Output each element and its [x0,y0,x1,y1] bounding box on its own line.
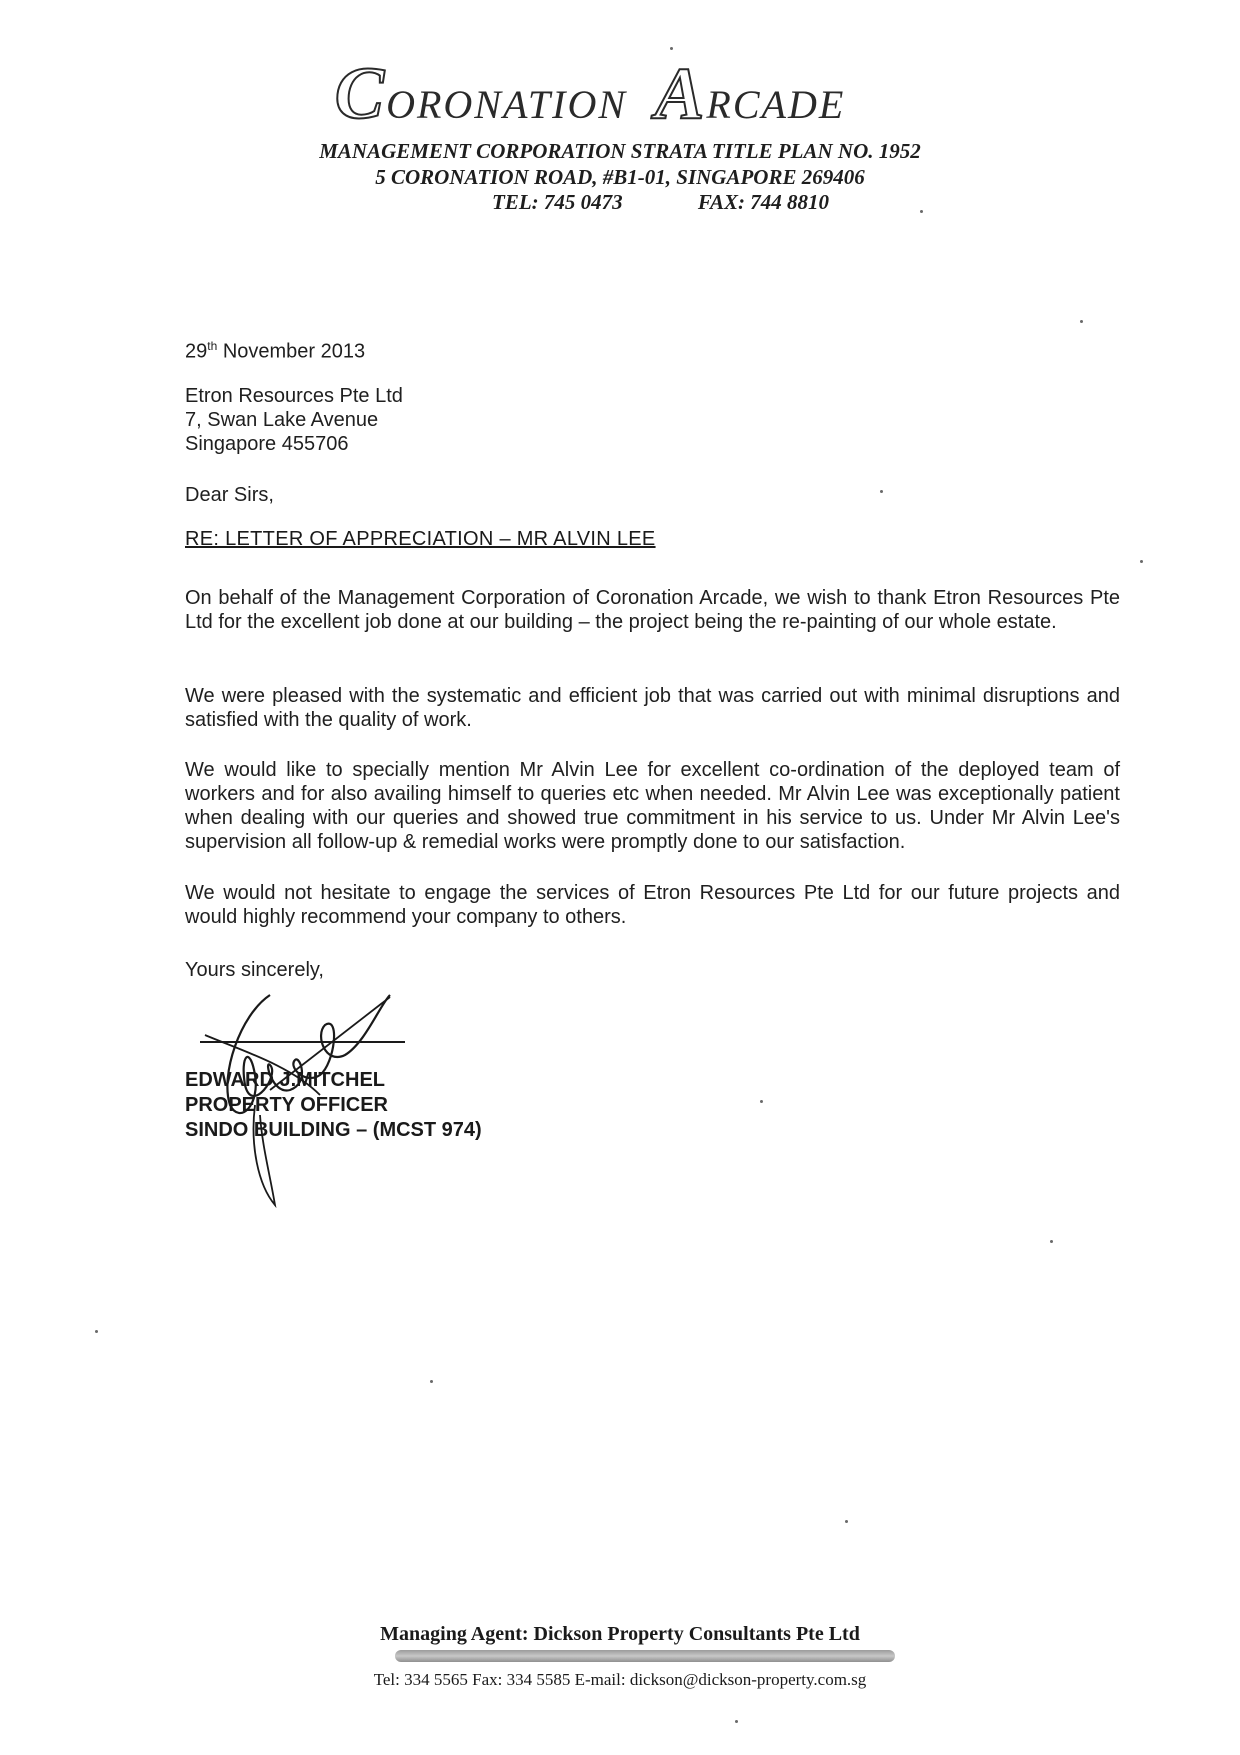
title-word-1: ORONATION [386,82,628,127]
title-word-2: RCADE [706,82,846,127]
signatory-title: PROPERTY OFFICER [185,1094,388,1116]
title-initial-a: A [655,53,707,135]
scan-speck [430,1380,433,1383]
signatory-organisation: SINDO BUILDING – (MCST 974) [185,1119,482,1141]
scan-speck [845,1520,848,1523]
letterhead-line-1: MANAGEMENT CORPORATION STRATA TITLE PLAN NO. 1952 [319,139,921,163]
signatory-name: EDWARD J.MITCHEL [185,1069,385,1091]
title-initial-c: C [334,53,387,135]
paragraph-1: On behalf of the Management Corporation of Coronation Arcade, we wish to thank Etron Resources Pte Ltd for the excellent job done at our building – the project being the re-painting of our whole estate. [185,587,1120,633]
recipient-address [185,384,1120,456]
letterhead-fax: FAX: 744 8810 [697,190,829,214]
letter-date [185,334,1120,364]
footer-divider [395,1650,895,1662]
letterhead-tel: TEL: 745 0473 [492,190,623,214]
salutation: Dear Sirs, [185,484,274,506]
date-day: 29 [185,340,208,363]
recipient-line: 7, Swan Lake Avenue [185,409,379,431]
scan-speck [1050,1240,1053,1243]
letterhead-title [0,52,1180,137]
signatory-block [185,1068,482,1143]
scan-speck [880,490,883,493]
footer-contact: Tel: 334 5565 Fax: 334 5585 E-mail: dickson@dickson-property.com.sg [373,1670,867,1689]
scan-speck [1140,560,1143,563]
letterhead-contact [492,190,829,215]
scan-speck [1080,320,1083,323]
paragraph-2: We were pleased with the systematic and efficient job that was carried out with minimal disruptions and satisfied with the quality of work. [185,685,1120,731]
recipient-line: Etron Resources Pte Ltd [185,385,403,407]
scan-speck [735,1720,738,1723]
letterhead-line-2: 5 CORONATION ROAD, #B1-01, SINGAPORE 269406 [375,165,865,189]
recipient-line: Singapore 455706 [185,433,349,455]
closing: Yours sincerely, [185,959,324,981]
scan-speck [670,47,673,50]
paragraph-4: We would not hesitate to engage the services of Etron Resources Pte Ltd for our future projects and would highly recommend your company to others. [185,882,1120,928]
footer-managing-agent: Managing Agent: Dickson Property Consultants Pte Ltd [380,1623,860,1645]
scan-speck [760,1100,763,1103]
paragraph-3: We would like to specially mention Mr Alvin Lee for excellent co-ordination of the deployed team of workers and for also availing himself to queries etc when needed. Mr Alvin Lee was exceptionally patient when dealing with our queries and showed true commitment in his service to us. Under Mr Alvin Lee's supervision all follow-up & remedial works were promptly done to our satisfaction. [185,759,1120,853]
date-rest: November 2013 [217,340,366,363]
scan-speck [920,210,923,213]
subject-line: RE: LETTER OF APPRECIATION – MR ALVIN LEE [185,528,656,550]
scan-speck [95,1330,98,1333]
date-suffix: th [207,339,218,353]
